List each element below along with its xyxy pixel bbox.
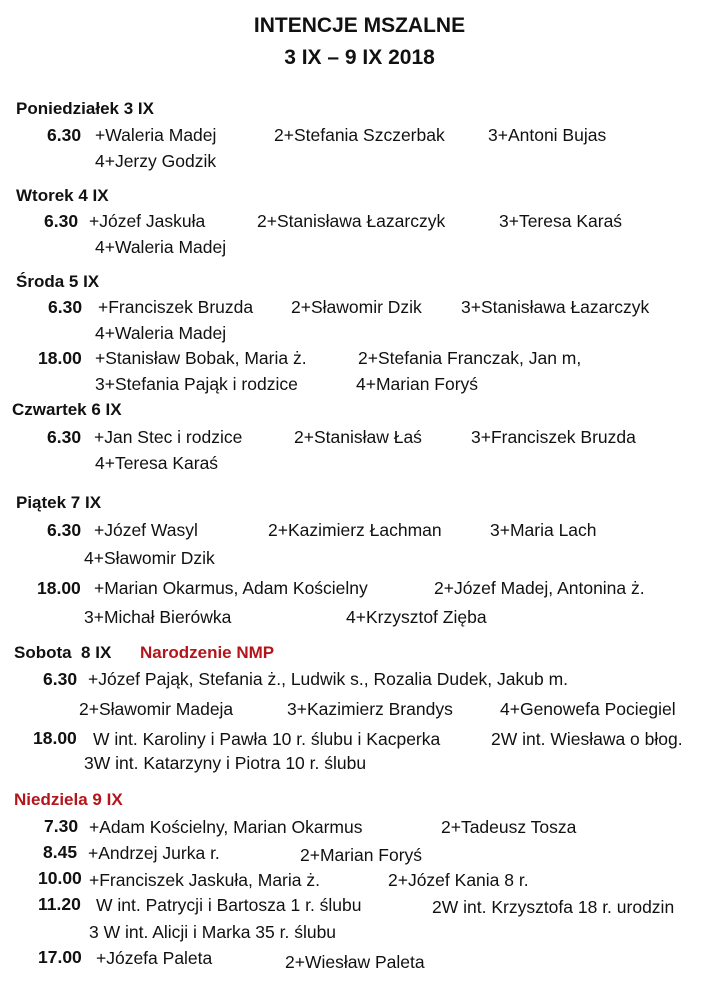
intention: 3+Michał Bierówka (84, 607, 232, 627)
intention: +Marian Okarmus, Adam Kościelny (94, 578, 368, 598)
mass-time: 11.20 (38, 894, 81, 914)
intention: 4+Krzysztof Zięba (346, 607, 487, 627)
intention: +Andrzej Jurka r. (88, 843, 220, 863)
intention: 4+Jerzy Godzik (95, 151, 217, 171)
intention: 4+Sławomir Dzik (84, 548, 215, 568)
intention: 3+Stanisława Łazarczyk (461, 297, 650, 317)
intention: +Adam Kościelny, Marian Okarmus (89, 817, 363, 837)
mass-time: 18.00 (33, 728, 77, 748)
intention: 3+Stefania Pająk i rodzice (95, 374, 298, 394)
intention: 2+Sławomir Madeja (79, 699, 234, 719)
intention: 4+Marian Foryś (356, 374, 479, 394)
day-heading-saturday: Sobota 8 IX (14, 643, 112, 662)
page-title: INTENCJE MSZALNE (253, 14, 466, 37)
intention: +Stanisław Bobak, Maria ż. (95, 348, 307, 368)
intention: 2+Kazimierz Łachman (268, 520, 442, 540)
intention: 2+Józef Kania 8 r. (388, 870, 529, 890)
intention: 2+Marian Foryś (300, 845, 423, 865)
mass-time: 6.30 (43, 669, 78, 689)
intention: +Józef Wasyl (94, 520, 198, 540)
intention: 2W int. Wiesława o błog. (491, 729, 683, 749)
intention: +Józef Jaskuła (89, 211, 206, 231)
intention: 2W int. Krzysztofa 18 r. urodzin (432, 897, 675, 917)
day-heading-sunday: Niedziela 9 IX (14, 790, 123, 809)
intention: 2+Tadeusz Tosza (441, 817, 577, 837)
mass-time: 18.00 (37, 578, 81, 598)
day-heading-tuesday: Wtorek 4 IX (16, 186, 109, 205)
intention: 2+Józef Madej, Antonina ż. (434, 578, 645, 598)
day-heading-thursday: Czwartek 6 IX (12, 400, 122, 419)
intention: 2+Stanisław Łaś (294, 427, 422, 447)
mass-time: 8.45 (43, 842, 78, 862)
intention: +Jan Stec i rodzice (94, 427, 243, 447)
intention: 4+Teresa Karaś (95, 453, 219, 473)
intention: 3 W int. Alicji i Marka 35 r. ślubu (89, 922, 337, 942)
intention: 4+Waleria Madej (95, 237, 227, 257)
mass-time: 6.30 (47, 125, 82, 145)
intention: 2+Sławomir Dzik (291, 297, 422, 317)
mass-time: 7.30 (44, 816, 79, 836)
mass-time: 6.30 (48, 297, 83, 317)
intention: 3+Teresa Karaś (499, 211, 623, 231)
date-range: 3 IX – 9 IX 2018 (284, 46, 435, 69)
intention: +Józef Pająk, Stefania ż., Ludwik s., Rozalia Dudek, Jakub m. (88, 669, 569, 689)
intention: 4+Waleria Madej (95, 323, 227, 343)
intention: +Józefa Paleta (96, 948, 213, 968)
intention: 2+Stanisława Łazarczyk (257, 211, 446, 231)
mass-time: 17.00 (38, 947, 82, 967)
intention: 3W int. Katarzyny i Piotra 10 r. ślubu (84, 753, 367, 773)
intention: 4+Genowefa Pociegiel (500, 699, 676, 719)
intention: +Franciszek Jaskuła, Maria ż. (89, 870, 320, 890)
mass-time: 6.30 (44, 211, 79, 231)
intention: +Waleria Madej (95, 125, 217, 145)
feast-name: Narodzenie NMP (140, 643, 275, 662)
intention: 3+Franciszek Bruzda (471, 427, 636, 447)
intention: +Franciszek Bruzda (98, 297, 254, 317)
day-heading-wednesday: Środa 5 IX (16, 272, 100, 291)
mass-time: 10.00 (38, 868, 82, 888)
intention: 2+Stefania Szczerbak (274, 125, 445, 145)
intention: 2+Wiesław Paleta (285, 952, 425, 972)
mass-time: 6.30 (47, 520, 82, 540)
day-heading-monday: Poniedziałek 3 IX (16, 99, 154, 118)
intention: 2+Stefania Franczak, Jan m, (358, 348, 582, 368)
day-heading-friday: Piątek 7 IX (16, 493, 102, 512)
intention: 3+Antoni Bujas (488, 125, 607, 145)
mass-time: 18.00 (38, 348, 82, 368)
intention: W int. Patrycji i Bartosza 1 r. ślubu (96, 895, 362, 915)
intention: W int. Karoliny i Pawła 10 r. ślubu i Kacperka (93, 729, 441, 749)
intention: 3+Kazimierz Brandys (287, 699, 453, 719)
mass-time: 6.30 (47, 427, 82, 447)
intention: 3+Maria Lach (490, 520, 597, 540)
